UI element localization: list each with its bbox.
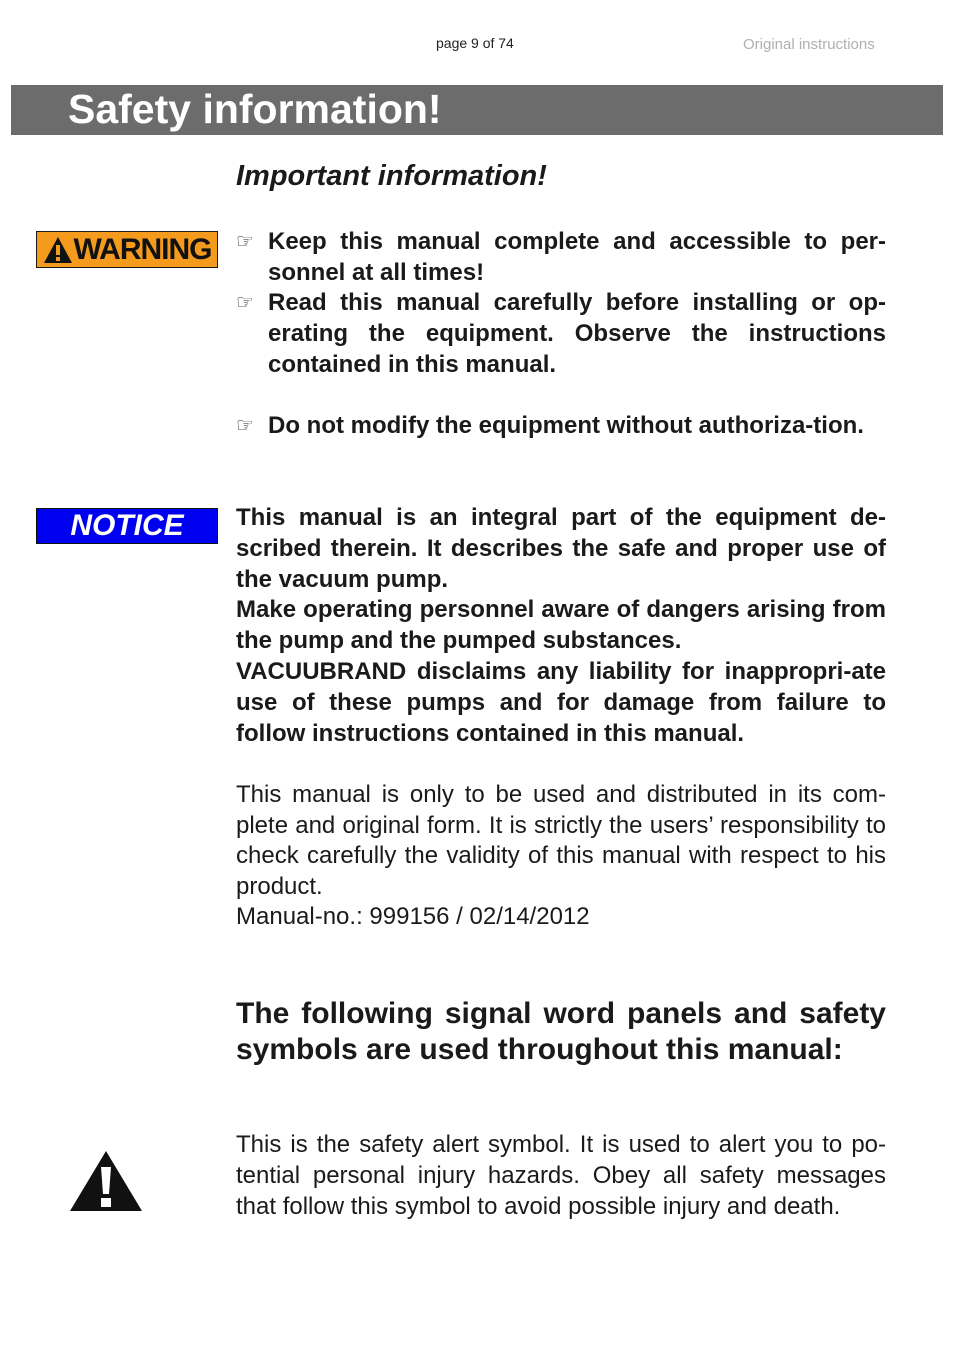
page-title: Safety information!: [68, 86, 442, 132]
pointing-hand-icon: ☞: [236, 231, 254, 253]
signal-words-heading: The following signal word panels and safety symbols are used throughout this manual:: [236, 997, 886, 1066]
pointing-hand-icon: ☞: [236, 415, 254, 438]
safety-alert-triangle-icon: [68, 1149, 144, 1213]
warning-triangle-icon: [43, 236, 73, 264]
list-item-text: Do not modify the equipment without authoriza-tion.: [268, 412, 864, 440]
list-item-text: Read this manual carefully before installing or op-erating the equipment. Observe the instructions contained in this manual.: [268, 289, 886, 378]
list-item: [236, 411, 886, 442]
notice-paragraph: VACUUBRAND disclaims any liability for inappropri-ate use of these pumps and for damage from failure to follow instructions contained in this manual.: [236, 657, 886, 747]
instruction-list: [236, 227, 886, 442]
list-item: [236, 288, 886, 380]
notice-signal-panel: [36, 508, 218, 544]
title-bar: [11, 85, 943, 135]
list-item-text: Keep this manual complete and accessible to per-sonnel at all times!: [268, 228, 886, 286]
notice-paragraph: Make operating personnel aware of dangers arising from the pump and the pumped substances.: [236, 596, 886, 655]
safety-alert-description: This is the safety alert symbol. It is used to alert you to po-tential personal injury hazards. Obey all safety messages that follow this symbol to avoid possible injury and death.: [236, 1131, 886, 1220]
pointing-hand-icon: ☞: [236, 292, 254, 315]
important-information-heading: Important information!: [236, 160, 547, 192]
list-item: [236, 227, 886, 288]
warning-signal-panel: [36, 231, 218, 268]
page-number: page 9 of 74: [436, 35, 514, 51]
distribution-text-block: [236, 780, 886, 933]
document-type-label: Original instructions: [743, 36, 875, 53]
notice-label: NOTICE: [70, 509, 184, 542]
warning-label: WARNING: [73, 233, 212, 266]
body-paragraph: This manual is only to be used and distributed in its com-plete and original form. It is strictly the users’ responsibility to check carefully the validity of this manual with respect to his product.: [236, 781, 886, 900]
notice-paragraph: This manual is an integral part of the equipment de-scribed therein. It describes the safe and proper use of the vacuum pump.: [236, 504, 886, 593]
notice-text-block: [236, 503, 886, 749]
manual-number: Manual-no.: 999156 / 02/14/2012: [236, 903, 590, 931]
